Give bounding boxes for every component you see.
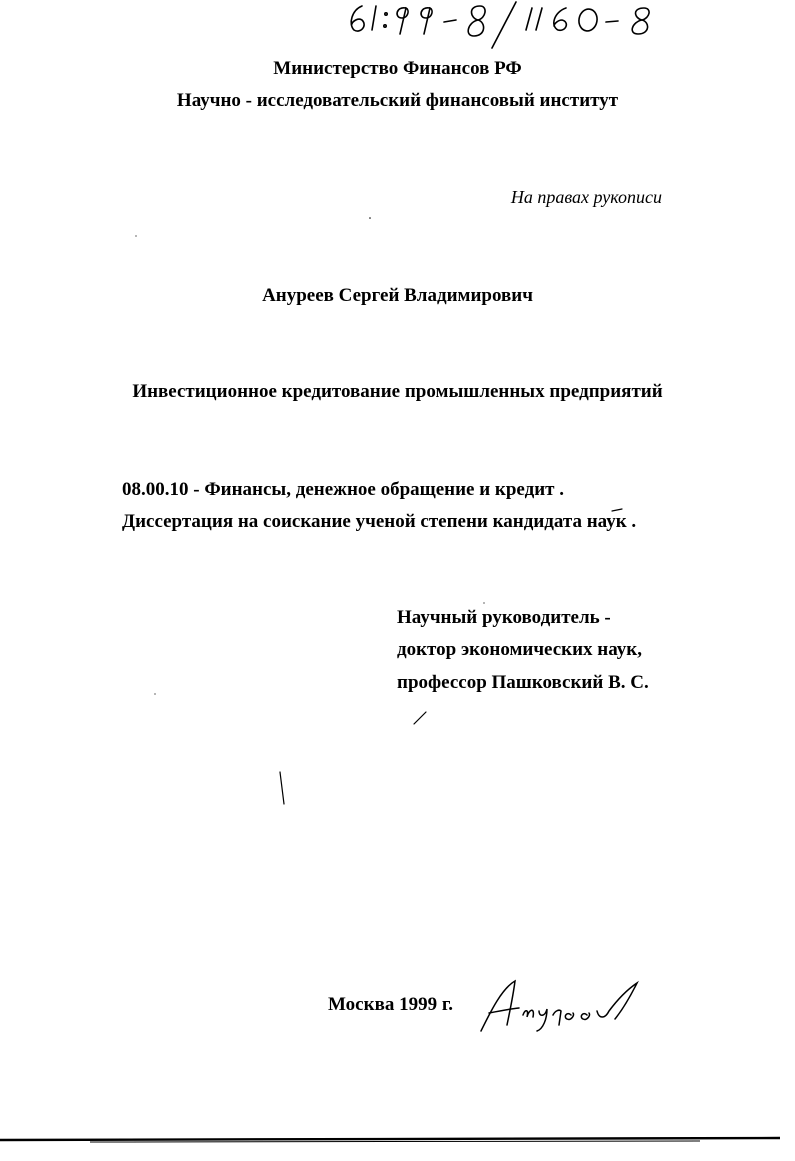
specialty-line: 08.00.10 - Финансы, денежное обращение и кредит .: [122, 479, 564, 500]
supervisor-role: Научный руководитель -: [397, 607, 611, 628]
institute-name: Научно - исследовательский финансовый институт: [176, 90, 619, 111]
manuscript-note: На правах рукописи: [510, 187, 662, 207]
place-and-year: Москва 1999 г.: [328, 994, 454, 1015]
dissertation-title: Инвестиционное кредитование промышленных предприятий: [132, 381, 663, 402]
ministry-name: Министерство Финансов РФ: [273, 58, 522, 79]
dissertation-degree-line: Диссертация на соискание ученой степени кандидата наук .: [122, 511, 637, 532]
author-name: Ануреев Сергей Владимирович: [262, 285, 533, 306]
scan-bottom-edge: [0, 1128, 795, 1148]
supervisor-degree: доктор экономических наук,: [397, 639, 642, 660]
supervisor-name: профессор Пашковский В. С.: [397, 672, 649, 693]
